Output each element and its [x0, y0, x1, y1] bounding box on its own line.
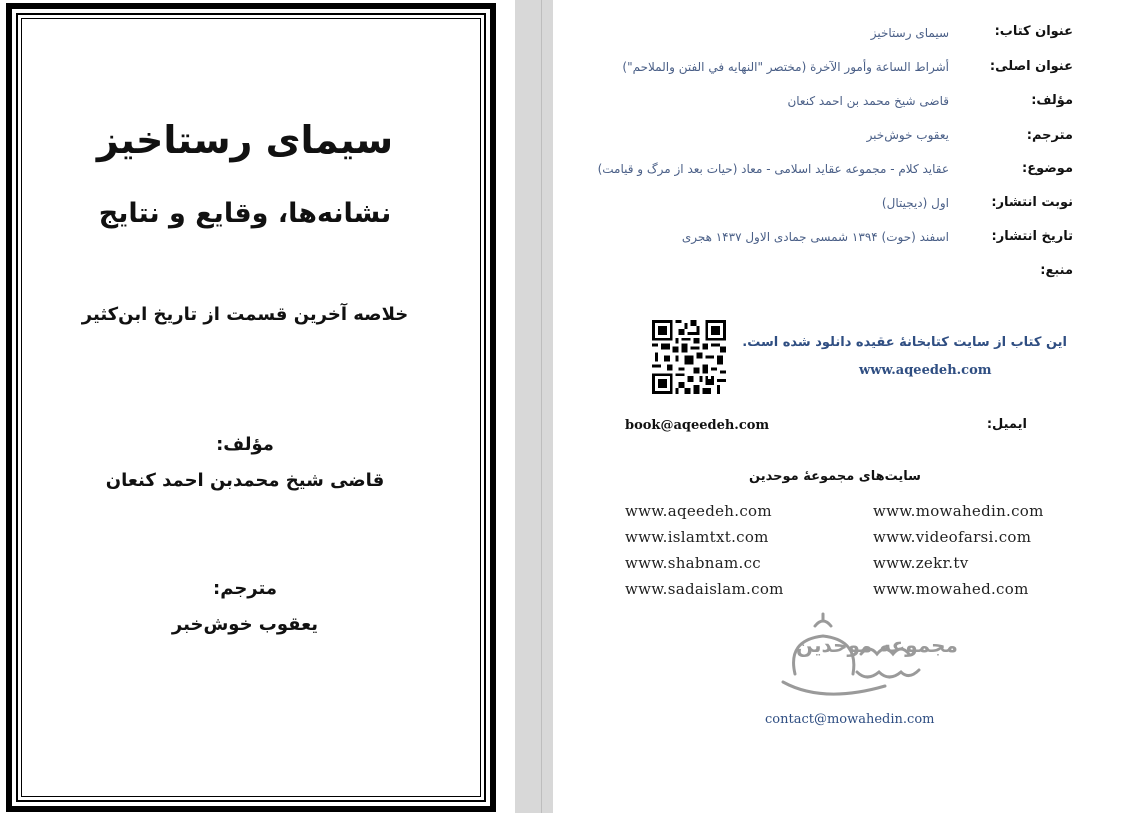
cover-subtitle: نشانه‌ها، وقایع و نتایج [98, 198, 392, 229]
info-value-translator: یعقوب خوش‌خبر [866, 128, 949, 142]
sites-heading: سایت‌های مجموعۀ موحدین [749, 469, 921, 484]
download-note: این کتاب از سایت کتابخانۀ عقیده دانلود شده است. [742, 335, 1067, 350]
info-value-title: سیمای رستاخیز [870, 26, 949, 40]
page-gutter [515, 0, 553, 813]
cover-page [0, 0, 515, 813]
site-link-right-4[interactable]: www.mowahed.com [873, 580, 1029, 598]
qr-code-icon [652, 320, 726, 394]
info-value-edition: اول (دیجیتال) [881, 196, 949, 210]
info-label-subject: موضوع: [1022, 161, 1073, 176]
email-label: ایمیل: [986, 417, 1027, 432]
email-value[interactable]: book@aqeedeh.com [625, 418, 770, 433]
site-link-right-1[interactable]: www.mowahedin.com [873, 502, 1044, 520]
info-label-edition: نوبت انتشار: [991, 195, 1073, 210]
translator-name: یعقوب خوش‌خبر [171, 614, 319, 635]
site-link-left-1[interactable]: www.aqeedeh.com [625, 502, 772, 520]
info-label-publish-date: تاریخ انتشار: [991, 229, 1073, 244]
download-site-link[interactable]: www.aqeedeh.com [859, 363, 992, 378]
info-label-translator: مترجم: [1026, 128, 1073, 143]
info-value-publish-date: اسفند (حوت) ۱۳۹۴ شمسی جمادی الاول ۱۴۳۷ هجری [681, 230, 949, 244]
site-link-left-4[interactable]: www.sadaislam.com [625, 580, 784, 598]
book-info-page [553, 0, 1123, 813]
site-link-right-2[interactable]: www.videofarsi.com [873, 528, 1032, 546]
site-link-left-2[interactable]: www.islamtxt.com [625, 528, 769, 546]
info-label-original-title: عنوان اصلی: [989, 59, 1073, 74]
contact-link[interactable]: contact@mowahedin.com [765, 712, 935, 727]
info-label-author: مؤلف: [1031, 93, 1073, 108]
site-link-right-3[interactable]: www.zekr.tv [873, 554, 969, 572]
author-name: قاضی شیخ محمدبن احمد کنعان [105, 470, 385, 491]
author-label: مؤلف: [216, 434, 274, 455]
translator-label: مترجم: [213, 578, 277, 599]
site-link-left-3[interactable]: www.shabnam.cc [625, 554, 762, 572]
info-label-title: عنوان کتاب: [994, 24, 1073, 39]
cover-title: سیمای رستاخیز [96, 118, 394, 162]
info-label-source: منبع: [1040, 263, 1073, 278]
info-value-subject: عقاید کلام - مجموعه عقاید اسلامی - معاد (حیات بعد از مرگ و قیامت) [597, 162, 949, 176]
logo-text: مجموعه موحدین [796, 633, 958, 657]
cover-description: خلاصه آخرین قسمت از تاریخ ابن‌کثیر [81, 304, 409, 325]
info-value-original-title: أشراط الساعة وأمور الآخرة (مختصر "النهايه في الفتن والملاحم") [622, 60, 949, 74]
info-value-author: قاضی شیخ محمد بن احمد کنعان [787, 94, 949, 108]
mowahedin-logo [765, 612, 958, 708]
